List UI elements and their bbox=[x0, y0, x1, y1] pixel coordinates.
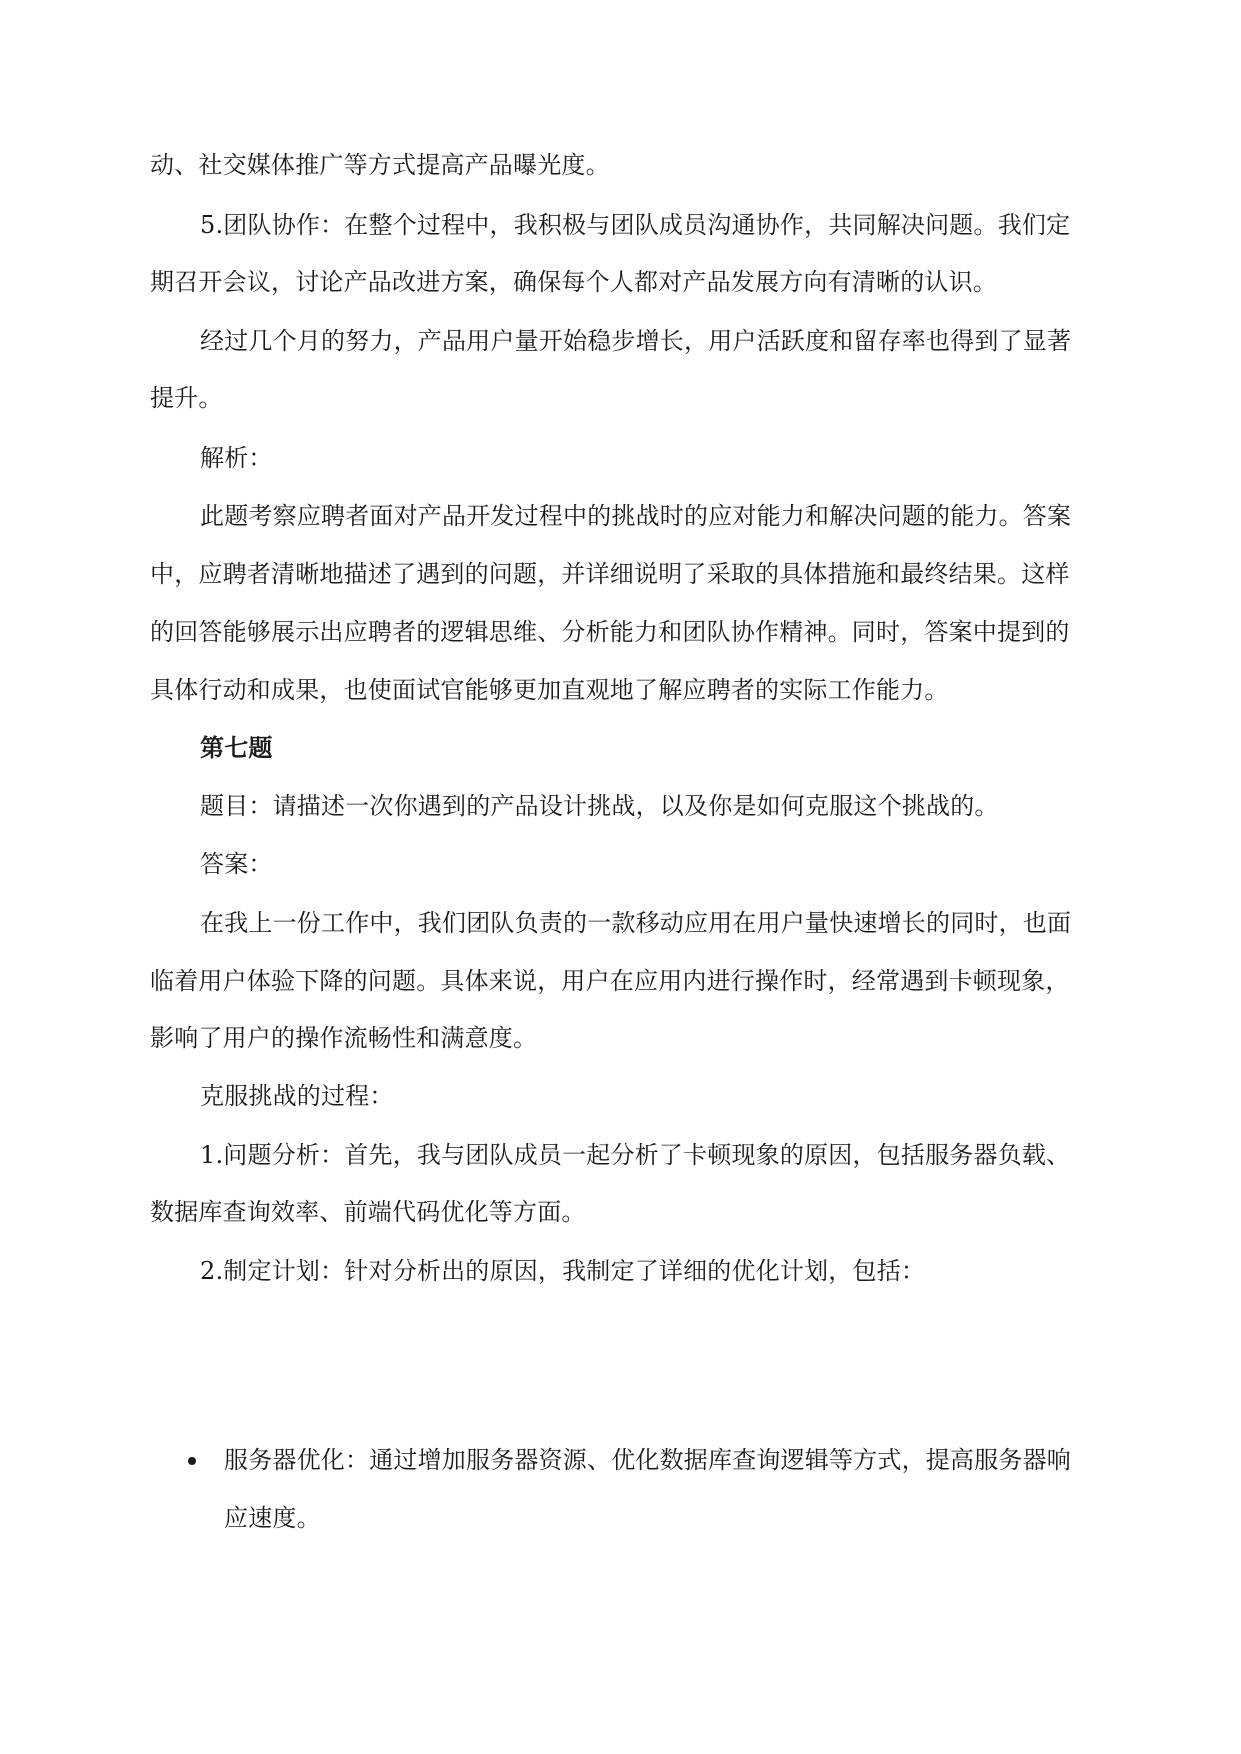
paragraph-line: 影响了用户的操作流畅性和满意度。 bbox=[150, 1024, 538, 1052]
section-heading: 第七题 bbox=[200, 734, 273, 762]
bullet-icon bbox=[188, 1457, 196, 1465]
paragraph-line: 5.团队协作：在整个过程中，我积极与团队成员沟通协作，共同解决问题。我们定 bbox=[200, 211, 1071, 239]
paragraph-line: 克服挑战的过程： bbox=[200, 1082, 394, 1110]
paragraph-line: 动、社交媒体推广等方式提高产品曝光度。 bbox=[150, 151, 610, 179]
paragraph-line: 2.制定计划：针对分析出的原因，我制定了详细的优化计划，包括： bbox=[200, 1257, 926, 1285]
paragraph-line: 期召开会议，讨论产品改进方案，确保每个人都对产品发展方向有清晰的认识。 bbox=[150, 268, 997, 296]
paragraph-line: 的回答能够展示出应聘者的逻辑思维、分析能力和团队协作精神。同时，答案中提到的 bbox=[150, 618, 1070, 646]
paragraph-line: 解析： bbox=[200, 444, 273, 472]
paragraph-line: 数据库查询效率、前端代码优化等方面。 bbox=[150, 1198, 586, 1226]
bullet-item-line: 服务器优化：通过增加服务器资源、优化数据库查询逻辑等方式，提高服务器响 bbox=[224, 1446, 1071, 1474]
paragraph-line: 具体行动和成果，也使面试官能够更加直观地了解应聘者的实际工作能力。 bbox=[150, 676, 949, 704]
paragraph-line: 此题考察应聘者面对产品开发过程中的挑战时的应对能力和解决问题的能力。答案 bbox=[200, 502, 1072, 530]
paragraph-line: 经过几个月的努力，产品用户量开始稳步增长，用户活跃度和留存率也得到了显著 bbox=[200, 327, 1072, 355]
bullet-item-line: 应速度。 bbox=[224, 1504, 321, 1532]
paragraph-line: 临着用户体验下降的问题。具体来说，用户在应用内进行操作时，经常遇到卡顿现象， bbox=[150, 967, 1070, 995]
paragraph-line: 1.问题分析：首先，我与团队成员一起分析了卡顿现象的原因，包括服务器负载、 bbox=[200, 1141, 1071, 1169]
paragraph-line: 在我上一份工作中，我们团队负责的一款移动应用在用户量快速增长的同时，也面 bbox=[200, 909, 1072, 937]
paragraph-line: 提升。 bbox=[150, 384, 223, 412]
paragraph-line: 题目：请描述一次你遇到的产品设计挑战，以及你是如何克服这个挑战的。 bbox=[200, 792, 999, 820]
paragraph-line: 答案： bbox=[200, 850, 273, 878]
paragraph-line: 中，应聘者清晰地描述了遇到的问题，并详细说明了采取的具体措施和最终结果。这样 bbox=[150, 560, 1070, 588]
